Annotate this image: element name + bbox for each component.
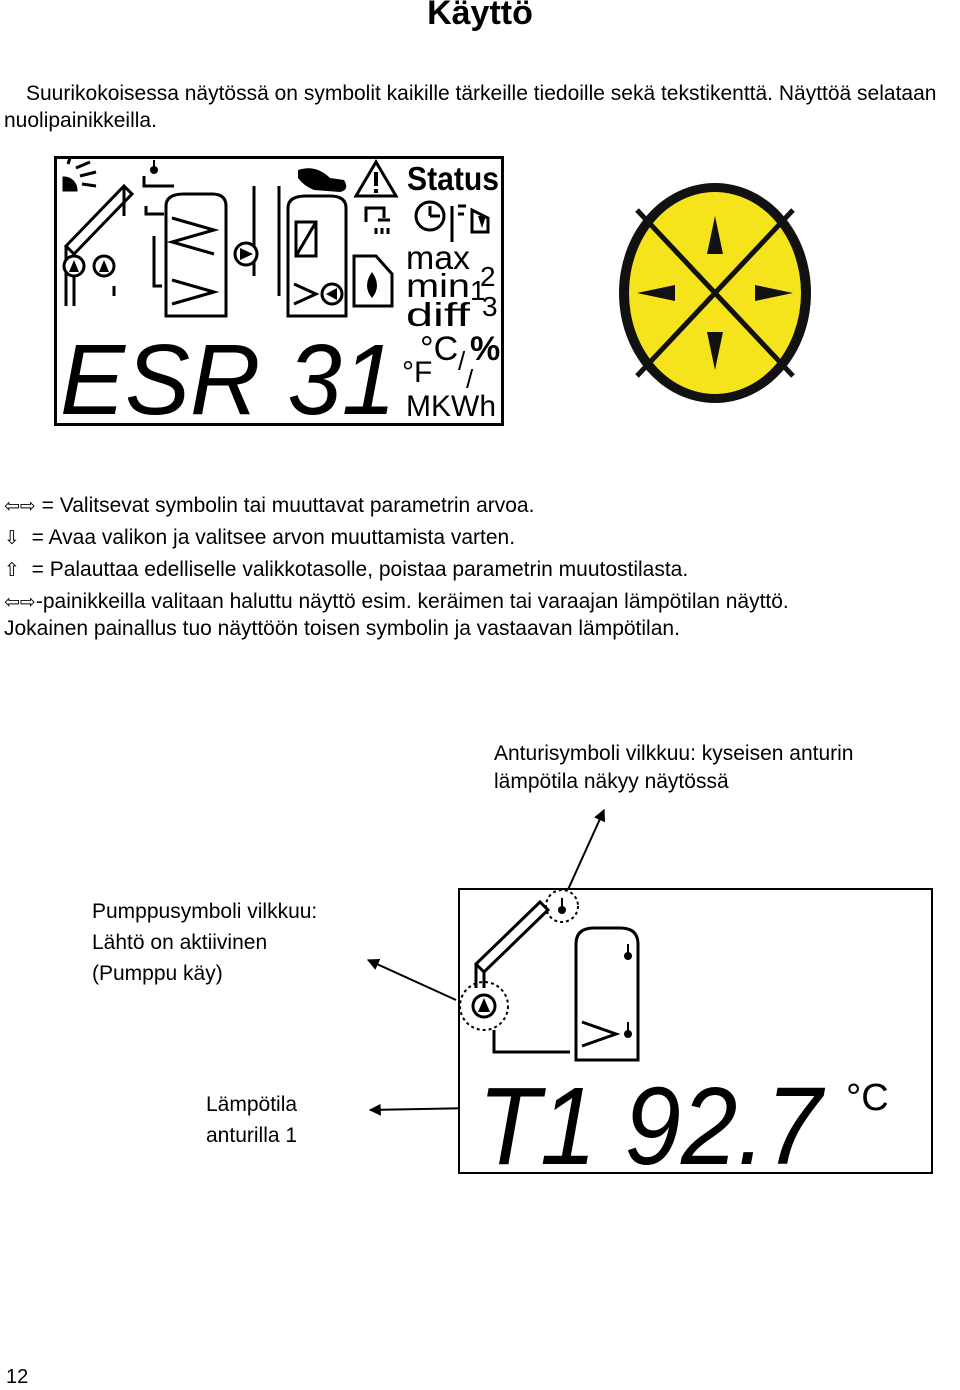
left-right-arrow-icon: ⇦⇨ — [4, 495, 36, 517]
paragraph-text: -painikkeilla valitaan haluttu näyttö esim. keräimen tai varaajan lämpötilan näyttö. — [35, 590, 789, 613]
down-arrow-icon: ⇩ — [4, 527, 20, 549]
callout-line: lämpötila näkyy näytössä — [494, 770, 729, 793]
temperature-reading: T1 92.7 — [478, 1065, 826, 1174]
page-title: Käyttö — [427, 0, 533, 32]
up-arrow-icon: ⇧ — [4, 559, 20, 581]
fahrenheit-label: °F — [402, 356, 433, 389]
segment-display-text: ESR 31 — [60, 324, 396, 426]
callout-line: (Pumppu käy) — [92, 962, 223, 985]
callout-line: Lähtö on aktiivinen — [92, 931, 268, 954]
mkwh-label: MKWh — [406, 390, 496, 423]
sensor-arrow — [566, 810, 604, 894]
example-display — [458, 888, 933, 1174]
unit-label: °C — [846, 1077, 889, 1119]
callout-line: Lämpötila — [206, 1093, 298, 1116]
legend-text: = Avaa valikon ja valitsee arvon muuttamista varten. — [19, 526, 516, 549]
celsius-label: °C — [420, 330, 459, 368]
callout-line: Anturisymboli vilkkuu: kyseisen anturin — [494, 742, 854, 765]
status-label: Status — [407, 160, 499, 197]
page-number: 12 — [6, 1366, 29, 1388]
legend-text: = Palauttaa edelliselle valikkotasolle, poistaa parametrin muutostilasta. — [19, 558, 689, 581]
callout-line: anturilla 1 — [206, 1124, 298, 1147]
max-label: max — [406, 239, 471, 276]
pump-arrow — [368, 960, 456, 1000]
min-label: min — [406, 267, 470, 304]
arrow-keys-paragraph-line2: Jokainen painallus tuo näyttöön toisen symbolin ja vastaavan lämpötilan. — [4, 617, 680, 640]
diff-label: diff — [406, 296, 472, 333]
legend-text: = Valitsevat symbolin tai muuttavat parametrin arvoa. — [35, 494, 535, 517]
number-2-label: 2 — [480, 261, 496, 292]
left-right-arrow-icon: ⇦⇨ — [4, 591, 36, 613]
number-1-label: 1 — [470, 275, 486, 306]
slash-label: / — [466, 364, 474, 394]
percent-label: % — [470, 330, 501, 368]
slash-label: / — [458, 346, 466, 376]
intro-text: Suurikokoisessa näytössä on symbolit kaikille tärkeille tiedoille sekä tekstikenttä. Näyttöä selataan nuolipainikkeilla. — [4, 82, 937, 132]
callout-line: Pumppusymboli vilkkuu: — [92, 900, 318, 923]
number-3-label: 3 — [482, 291, 498, 322]
